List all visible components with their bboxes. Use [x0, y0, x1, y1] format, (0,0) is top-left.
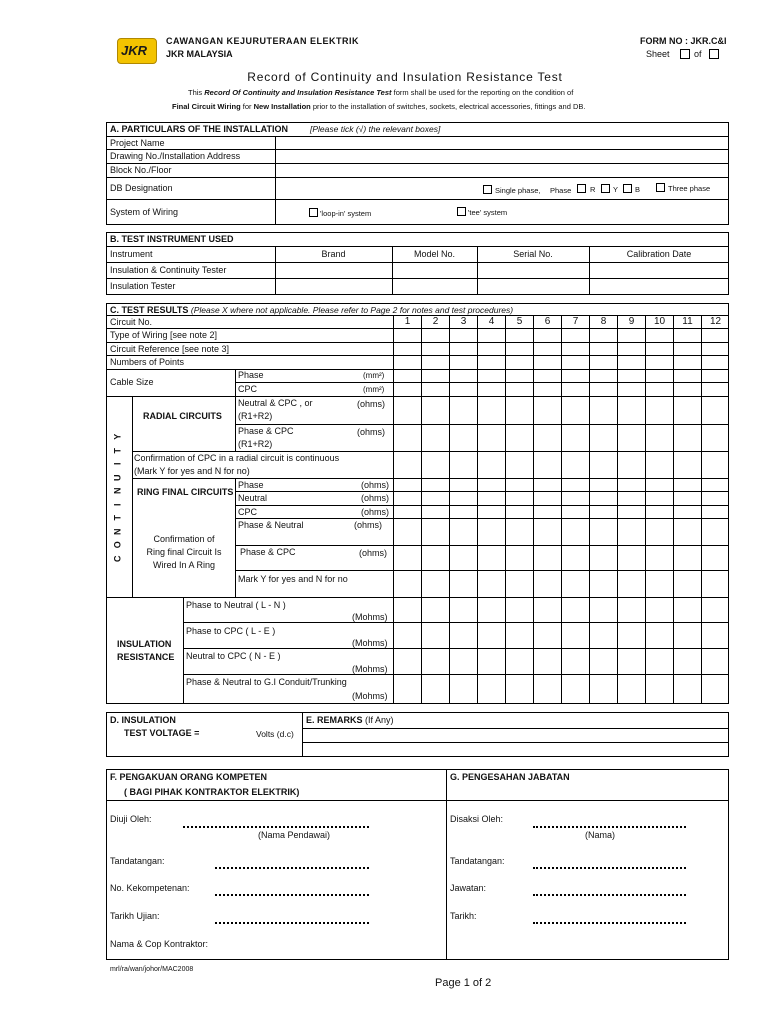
continuity-letter: Y — [112, 433, 123, 440]
ohms-unit: (ohms) — [361, 480, 390, 490]
r1r2-label: (R1+R2) — [238, 411, 273, 421]
neutral-cpc-label: Neutral & CPC , or — [238, 398, 313, 408]
phase-cpc-label: Phase & CPC — [238, 426, 294, 436]
confirm-cpc-line-2: (Mark Y for yes and N for no) — [134, 466, 250, 476]
block-field[interactable] — [277, 164, 727, 176]
remarks-line-1[interactable] — [304, 729, 727, 741]
type-of-wiring-label: Type of Wiring [see note 2] — [110, 330, 218, 340]
nama-label: (Nama) — [585, 830, 616, 840]
ring-neutral-label: Neutral — [238, 493, 268, 503]
ring-phase-label: Phase — [238, 480, 264, 490]
phase-y-label: Y — [613, 185, 619, 194]
section-f-subheading: ( BAGI PIHAK KONTRAKTOR ELEKTRIK) — [124, 787, 300, 797]
section-d-heading: D. INSULATION — [110, 715, 176, 725]
diuji-signature-line[interactable] — [183, 826, 369, 828]
tester-2-label: Insulation Tester — [110, 281, 176, 291]
single-phase-checkbox[interactable] — [483, 185, 492, 194]
mm2-unit: (mm²) — [363, 371, 385, 380]
cable-phase-label: Phase — [238, 370, 264, 380]
logo-text: JKR — [121, 43, 148, 58]
confirm-ring-line-1: Confirmation of — [153, 534, 215, 544]
phase-r-checkbox[interactable] — [577, 184, 586, 193]
circuit-number: 3 — [460, 316, 467, 327]
tandatangan-f-label: Tandatangan: — [110, 856, 165, 866]
section-a-heading: A. PARTICULARS OF THE INSTALLATION — [110, 124, 288, 134]
circuit-number: 8 — [600, 316, 607, 327]
ohms-unit: (ohms) — [354, 520, 383, 530]
of-label: of — [694, 49, 702, 59]
loop-in-label: 'loop-in' system — [320, 209, 372, 218]
continuity-letter: T — [112, 447, 123, 453]
instrument-header: Instrument — [110, 249, 153, 259]
kekompetenan-line[interactable] — [215, 894, 369, 896]
form-number: FORM NO : JKR.C&I — [640, 36, 727, 46]
confirm-ring-line-2: Ring final Circuit Is — [146, 547, 222, 557]
continuity-letter: O — [112, 541, 123, 549]
org-country: JKR MALAYSIA — [166, 49, 233, 59]
r1r2-label: (R1+R2) — [238, 439, 273, 449]
ring-cpc-label: CPC — [238, 507, 258, 517]
continuity-vertical-label — [112, 430, 124, 565]
mohms-unit: (Mohms) — [352, 638, 388, 648]
tandatangan-g-label: Tandatangan: — [450, 856, 505, 866]
section-c — [106, 303, 729, 704]
mohms-unit: (Mohms) — [352, 664, 388, 674]
phase-y-checkbox[interactable] — [601, 184, 610, 193]
ohms-unit: (ohms) — [361, 493, 390, 503]
phase-neutral-label: Phase & Neutral — [238, 520, 304, 530]
three-phase-label: Three phase — [668, 184, 711, 193]
remarks-line-2[interactable] — [304, 743, 727, 755]
brand-header: Brand — [321, 249, 346, 259]
continuity-letter: C — [112, 555, 123, 562]
intro-line-1: This Record Of Continuity and Insulation Resistance Test form shall be used for the reporting on the condition of — [188, 88, 574, 97]
tee-label: 'tee' system — [468, 208, 508, 217]
section-e-heading: E. REMARKS (If Any) — [306, 715, 394, 725]
phase-label: Phase — [550, 186, 572, 195]
circuit-reference-label: Circuit Reference [see note 3] — [110, 344, 230, 354]
tandatangan-g-line[interactable] — [533, 867, 686, 869]
project-name-field[interactable] — [277, 137, 727, 148]
section-f-heading: F. PENGAKUAN ORANG KOMPETEN — [110, 772, 268, 782]
jawatan-label: Jawatan: — [450, 883, 487, 893]
three-phase-checkbox[interactable] — [656, 183, 665, 192]
nama-pendawai-label: (Nama Pendawai) — [258, 830, 331, 840]
kekompetenan-label: No. Kekompetenan: — [110, 883, 190, 893]
radial-circuits-label: RADIAL CIRCUITS — [143, 411, 222, 421]
ohms-unit: (ohms) — [361, 507, 390, 517]
circuit-number: 12 — [709, 316, 722, 327]
tandatangan-f-line[interactable] — [215, 867, 369, 869]
phase-b-checkbox[interactable] — [623, 184, 632, 193]
mm2-unit: (mm²) — [363, 385, 385, 394]
continuity-letter: N — [112, 528, 123, 535]
system-wiring-label: System of Wiring — [110, 207, 179, 217]
continuity-letter: I — [112, 503, 123, 506]
circuit-number: 2 — [432, 316, 439, 327]
tarikh-ujian-label: Tarikh Ujian: — [110, 911, 160, 921]
single-phase-label: Single phase, — [495, 186, 541, 195]
confirm-ring-line-3: Wired In A Ring — [152, 560, 216, 570]
insulation-label-line-2: RESISTANCE — [117, 652, 175, 662]
test-voltage-input[interactable] — [208, 726, 253, 738]
phase-to-neutral-label: Phase to Neutral ( L - N ) — [186, 600, 286, 610]
section-g-heading: G. PENGESAHAN JABATAN — [450, 772, 570, 782]
circuit-number: 1 — [404, 316, 411, 327]
cable-cpc-label: CPC — [238, 384, 258, 394]
ring-phase-cpc-label: Phase & CPC — [240, 547, 296, 557]
cable-size-label: Cable Size — [110, 377, 154, 387]
ohms-unit: (ohms) — [357, 399, 386, 409]
circuit-number: 9 — [628, 316, 635, 327]
continuity-letter: U — [112, 474, 123, 481]
calibration-header: Calibration Date — [626, 249, 692, 259]
ohms-unit: (ohms) — [357, 427, 386, 437]
phase-r-label: R — [590, 185, 596, 194]
ohms-unit: (ohms) — [359, 548, 388, 558]
diuji-label: Diuji Oleh: — [110, 814, 152, 824]
continuity-letter: T — [112, 515, 123, 521]
mohms-unit: (Mohms) — [352, 691, 388, 701]
project-name-label: Project Name — [110, 138, 165, 148]
tester-1-label: Insulation & Continuity Tester — [110, 265, 227, 275]
disaksi-label: Disaksi Oleh: — [450, 814, 504, 824]
section-a-note: [Please tick (√) the relevant boxes] — [310, 124, 441, 134]
continuity-letter: I — [112, 462, 123, 466]
drawing-field[interactable] — [277, 150, 727, 162]
jawatan-line[interactable] — [533, 894, 686, 896]
intro-line-2: Final Circuit Wiring for New Installation prior to the installation of switches, sockets, electrical accessories, fittings and DB. — [172, 102, 586, 111]
section-f-g — [106, 769, 729, 960]
phase-b-label: B — [635, 185, 641, 194]
tarikh-line[interactable] — [533, 922, 686, 924]
section-b-heading: B. TEST INSTRUMENT USED — [110, 234, 234, 244]
phase-neutral-gi-label: Phase & Neutral to G.I Conduit/Trunking — [186, 677, 347, 687]
mark-yn-label: Mark Y for yes and N for no — [238, 574, 348, 584]
continuity-letter: N — [112, 487, 123, 494]
serial-header: Serial No. — [513, 249, 553, 259]
tarikh-label: Tarikh: — [450, 911, 477, 921]
loop-in-checkbox[interactable] — [309, 208, 318, 217]
sheet-label: Sheet — [646, 49, 670, 59]
ring-final-label: RING FINAL CIRCUITS — [137, 487, 234, 497]
circuit-number: 7 — [572, 316, 579, 327]
volts-unit: Volts (d.c) — [256, 729, 294, 739]
sheet-total-box[interactable] — [709, 49, 719, 59]
jkr-logo — [117, 38, 157, 64]
mohms-unit: (Mohms) — [352, 612, 388, 622]
tee-checkbox[interactable] — [457, 207, 466, 216]
neutral-to-cpc-label: Neutral to CPC ( N - E ) — [186, 651, 281, 661]
insulation-label-line-1: INSULATION — [117, 639, 172, 649]
circuit-number: 6 — [544, 316, 551, 327]
db-label: DB Designation — [110, 183, 173, 193]
disaksi-signature-line[interactable] — [533, 826, 686, 828]
confirm-cpc-line-1: Confirmation of CPC in a radial circuit is continuous — [134, 453, 340, 463]
drawing-label: Drawing No./Installation Address — [110, 151, 241, 161]
footer-reference: mrl/ra/wan/johor/MAC2008 — [110, 966, 194, 973]
circuit-number: 11 — [682, 316, 693, 327]
numbers-of-points-label: Numbers of Points — [110, 357, 185, 367]
page-title: Record of Continuity and Insulation Resistance Test — [247, 70, 563, 84]
org-name: CAWANGAN KEJURUTERAAN ELEKTRIK — [166, 36, 360, 46]
sheet-number-box[interactable] — [680, 49, 690, 59]
block-label: Block No./Floor — [110, 165, 172, 175]
model-header: Model No. — [413, 249, 456, 259]
circuit-number: 4 — [488, 316, 495, 327]
tarikh-ujian-line[interactable] — [215, 922, 369, 924]
phase-to-cpc-label: Phase to CPC ( L - E ) — [186, 626, 276, 636]
section-c-heading: C. TEST RESULTS (Please X where not applicable. Please refer to Page 2 for notes and test procedures) — [110, 305, 514, 315]
circuit-number: 10 — [653, 316, 666, 327]
cop-kontraktor-label: Nama & Cop Kontraktor: — [110, 939, 209, 949]
test-voltage-label: TEST VOLTAGE = — [124, 728, 200, 738]
page-number: Page 1 of 2 — [435, 977, 492, 989]
circuit-no-label: Circuit No. — [110, 317, 153, 327]
circuit-number: 5 — [516, 316, 523, 327]
